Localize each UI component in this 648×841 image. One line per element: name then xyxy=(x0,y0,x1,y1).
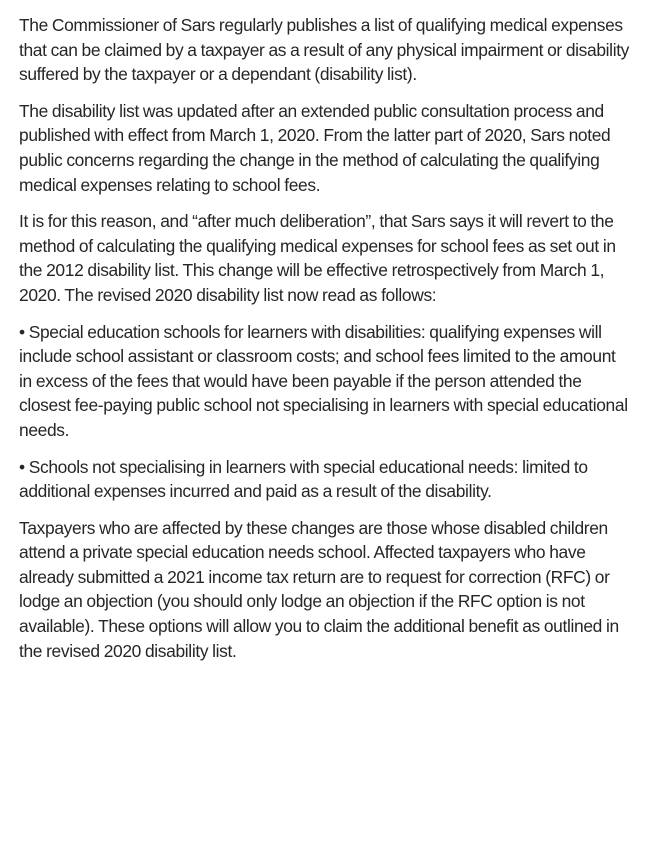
paragraph-consultation: The disability list was updated after an extended public consultation process and published with effect from March 1, 2020. From the latter part of 2020, Sars noted public concerns regarding the change in the method of calculating the qualifying medical expenses relating to school fees. xyxy=(19,100,611,195)
bullet-mainstream-schools: • Schools not specialising in learners with special educational needs: limited to additional expenses incurred and paid as a result of the disability. xyxy=(19,456,588,502)
paragraph-intro: The Commissioner of Sars regularly publishes a list of qualifying medical expenses that can be claimed by a taxpayer as a result of any physical impairment or disability suffered by the taxpayer or a dependant (disability list). xyxy=(19,15,630,85)
paragraph-affected-taxpayers: Taxpayers who are affected by these changes are those whose disabled children attend a private special education needs school. Affected taxpayers who have already submitted a 2021 income tax return are to request for correction (RFC) or lodge an objection (you should only lodge an objection if the RFC option is not available). These options will allow you to claim the additional benefit as outlined in the revised 2020 disability list. xyxy=(19,517,619,661)
paragraph-revert-method: It is for this reason, and “after much deliberation”, that Sars says it will revert to the method of calculating the qualifying medical expenses for school fees as set out in the 2012 disability list. This change will be effective retrospectively from March 1, 2020. The revised 2020 disability list now read as follows: xyxy=(19,211,616,305)
bullet-special-education-schools: • Special education schools for learners with disabilities: qualifying expenses will include school assistant or classroom costs; and school fees limited to the amount in excess of the fees that would have been payable if the person attended the closest fee-paying public school not specialising in learners with special educational needs. xyxy=(19,321,628,440)
